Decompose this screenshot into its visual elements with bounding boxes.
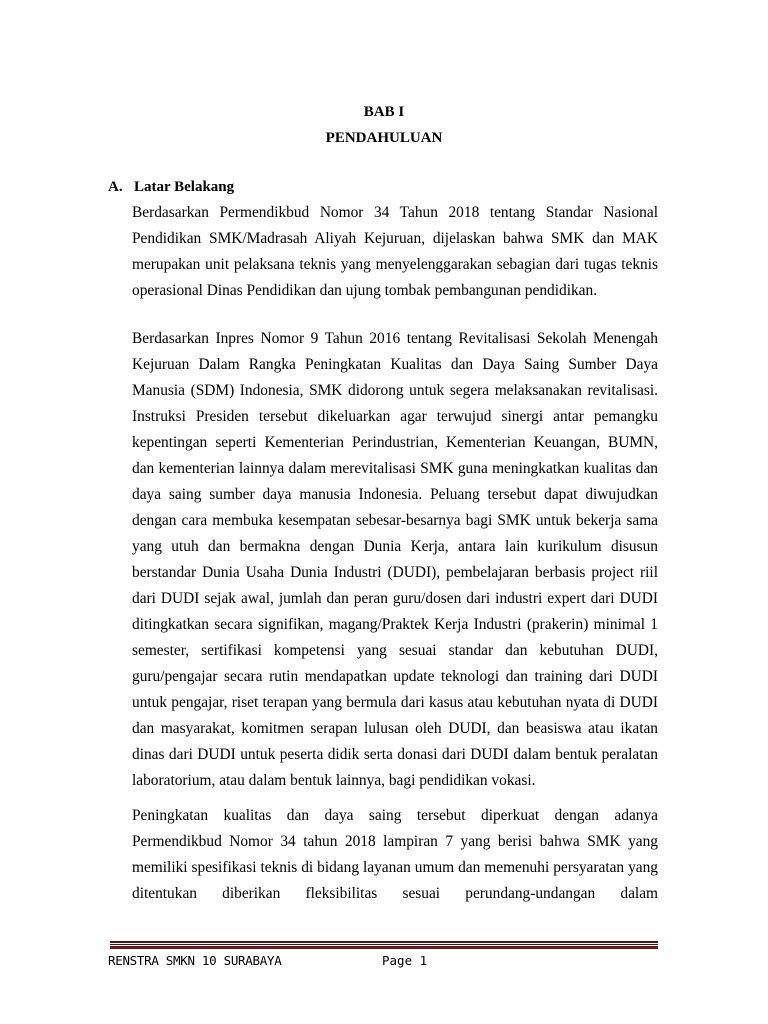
paragraph-block [132, 803, 658, 907]
footer-rule [110, 946, 658, 949]
footer-document-title: RENSTRA SMKN 10 SURABAYA [108, 953, 282, 968]
paragraph: Berdasarkan Inpres Nomor 9 Tahun 2016 tentang Revitalisasi Sekolah Menengah Kejuruan Dalam Rangka Peningkatan Kualitas dan Daya Saing Sumber Daya Manusia (SDM) Indonesia, SMK didorong untuk segera melaksanakan revitalisasi. Instruksi Presiden tersebut dikeluarkan agar terwujud sinergi antar pemangku kepentingan seperti Kementerian Perindustrian, Kementerian Keuangan, BUMN, dan kementerian lainnya dalam merevitalisasi SMK guna meningkatkan kualitas dan daya saing sumber daya manusia Indonesia. Peluang tersebut dapat diwujudkan dengan cara membuka kesempatan sebesar-besarnya bagi SMK untuk bekerja sama yang utuh dan bermakna dengan Dunia Kerja, antara lain kurikulum disusun berstandar Dunia Usaha Dunia Industri (DUDI), pembelajaran berbasis project riil dari DUDI sejak awal, jumlah dan peran guru/dosen dari industri expert dari DUDI ditingkatkan secara signifikan, magang/Praktek Kerja Industri (prakerin) minimal 1 semester, sertifikasi kompetensi yang sesuai standar dan kebutuhan DUDI, guru/pengajar secara rutin mendapatkan update teknologi dan training dari DUDI untuk pengajar, riset terapan yang bermula dari kasus atau kebutuhan nyata di DUDI dan masyarakat, komitmen serapan lulusan oleh DUDI, dan beasiswa atau ikatan dinas dari DUDI untuk peserta didik serta donasi dari DUDI dalam bentuk peralatan laboratorium, atau dalam bentuk lainnya, bagi pendidikan vokasi. [132, 330, 658, 789]
paragraph-block [132, 326, 658, 794]
paragraph-block [132, 200, 658, 304]
footer-rule [110, 941, 658, 943]
chapter-number: BAB I [363, 104, 405, 120]
section-letter: A. [108, 179, 123, 195]
footer-page-number: Page 1 [382, 953, 428, 968]
footer-rule [110, 944, 658, 945]
paragraph: Berdasarkan Permendikbud Nomor 34 Tahun 2018 tentang Standar Nasional Pendidikan SMK/Madrasah Aliyah Kejuruan, dijelaskan bahwa SMK dan MAK merupakan unit pelaksana teknis yang menyelenggarakan sebagian dari tugas teknis operasional Dinas Pendidikan dan ujung tombak pembangunan pendidikan. [132, 204, 658, 299]
chapter-title: PENDAHULUAN [325, 130, 443, 146]
section-title: Latar Belakang [134, 179, 235, 195]
paragraph: Peningkatan kualitas dan daya saing tersebut diperkuat dengan adanya Permendikbud Nomor 34 tahun 2018 lampiran 7 yang berisi bahwa SMK yang memiliki spesifikasi teknis di bidang layanan umum dan memenuhi persyaratan yang ditentukan diberikan fleksibilitas sesuai perundang-undangan dalam [132, 807, 658, 902]
section-heading [108, 177, 234, 197]
